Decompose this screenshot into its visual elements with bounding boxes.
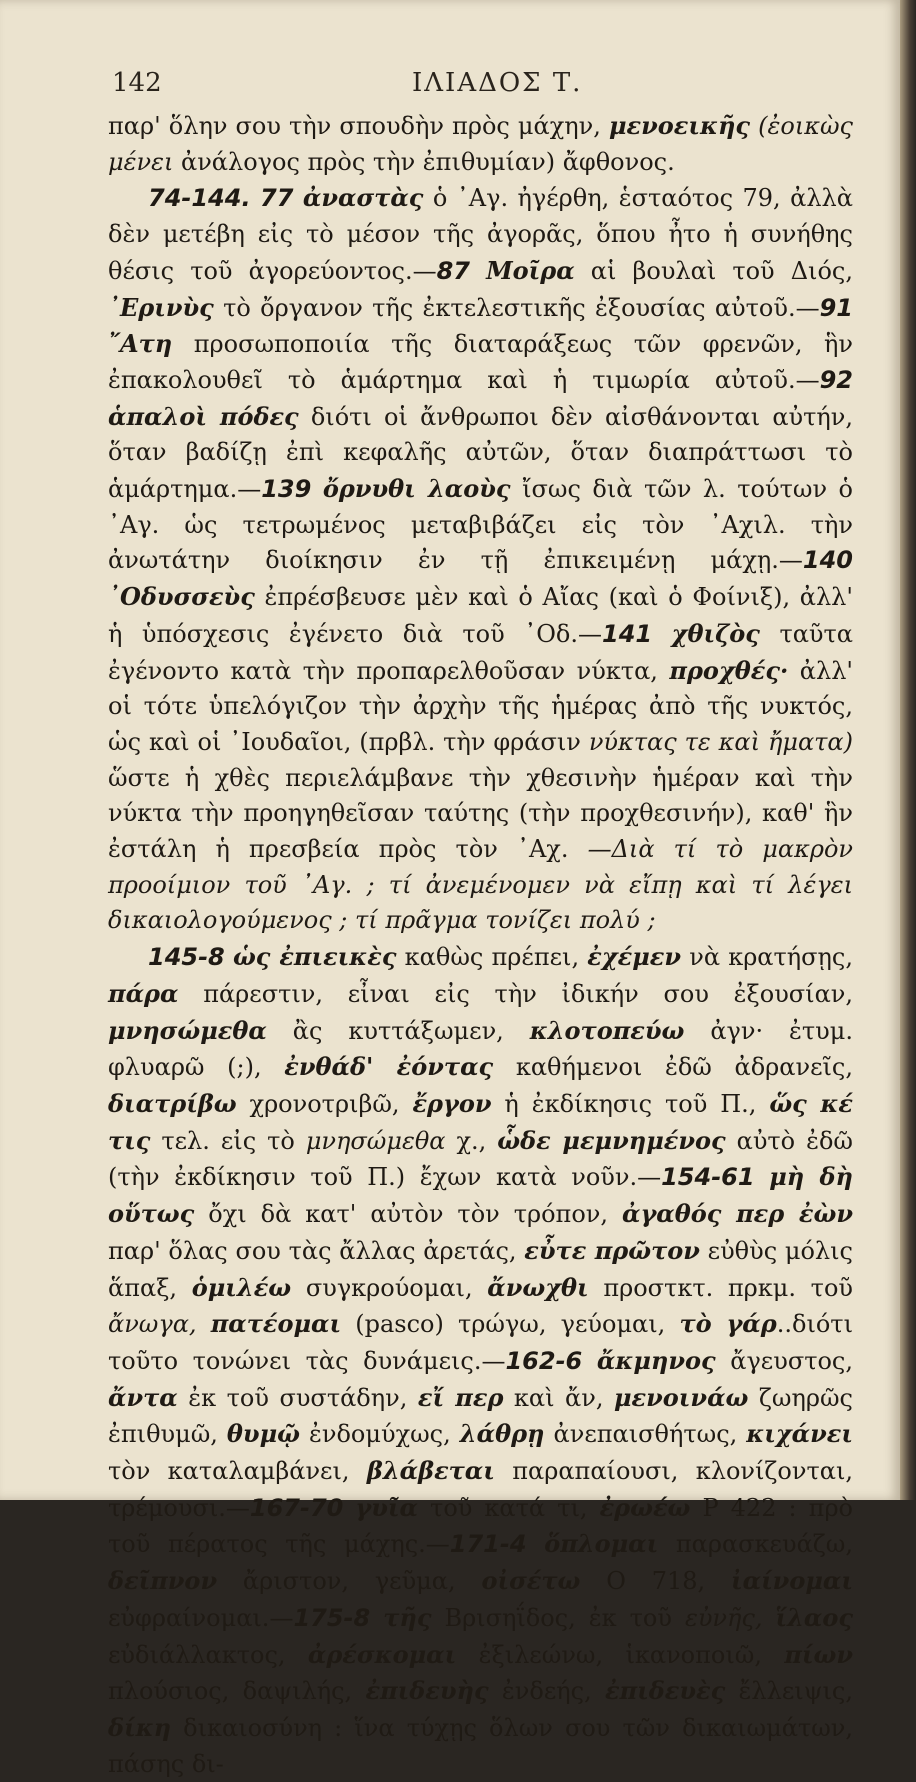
- section-number: 145-8: [148, 943, 225, 972]
- text-run: ἂς κυττάξωμεν,: [266, 1016, 530, 1045]
- text-run: Ο 718,: [580, 1567, 731, 1596]
- headword: ἐπιδευὴς: [365, 1676, 489, 1706]
- text-run: [343, 1494, 355, 1522]
- text-run: (pasco) τρώγω, γεύομαι,: [341, 1310, 680, 1339]
- paragraph-2: [108, 180, 853, 939]
- paragraph-1: [108, 108, 853, 180]
- line-number: 162-6: [505, 1346, 583, 1375]
- headword: βλάβεται: [366, 1456, 495, 1486]
- headword: λάθρῃ: [459, 1419, 545, 1449]
- text-run: προσωποποιία τῆς διαταράξεως τῶν φρενῶν, ἣν ἐπακολουθεῖ τὸ ἁμάρτημα καὶ ἡ τιμωρία αὐτοῦ.—: [108, 330, 853, 394]
- headword: ὁμιλέω: [191, 1272, 292, 1302]
- headword: τὸ γάρ: [679, 1309, 777, 1339]
- text-run: τελ. εἰς τὸ: [150, 1126, 306, 1155]
- text-run: χρονοτριβῶ,: [236, 1089, 413, 1118]
- text-run: [750, 112, 758, 140]
- italic-gloss: νύκτας τε καὶ ἤματα): [588, 727, 853, 756]
- running-title: ΙΛΙΑΔΟΣ Τ.: [412, 68, 583, 98]
- headword: διατρίβω: [108, 1088, 237, 1118]
- text-run: Ρ 422 : πρὸ τοῦ πέρατος τῆς μάχης.—: [108, 1493, 854, 1559]
- text-run: [755, 1163, 770, 1191]
- headword: ἄνωχθι: [487, 1272, 589, 1302]
- line-number: 87: [436, 256, 470, 285]
- headword: ἁπαλοὶ πόδες: [108, 401, 299, 431]
- text-run: [251, 184, 260, 212]
- running-header: [112, 68, 852, 108]
- text-run: εὐφραίνομαι.—: [108, 1603, 294, 1632]
- headword: θυμῷ: [226, 1419, 300, 1449]
- text-run: χ.,: [445, 1126, 498, 1155]
- headword: ἵλαος: [775, 1602, 853, 1632]
- headword: ἀρέσκομαι: [307, 1639, 457, 1669]
- text-run: ἐπρέσβευσε μὲν καὶ ὁ Αἴας (καὶ ὁ Φοίνιξ), ἀλλ' ἡ ὑπόσχεσις ἐγένετο διὰ τοῦ ᾽Οδ.—: [108, 583, 853, 648]
- headword: ἐνθάδ' ἐόντας: [284, 1052, 494, 1082]
- text-run: συγκρούομαι,: [291, 1273, 488, 1302]
- headword: προχθές·: [669, 655, 789, 685]
- headword: μενοεικῆς: [608, 111, 751, 140]
- line-number: 92: [819, 365, 853, 394]
- headword: ᾽Ερινὺς: [108, 292, 214, 322]
- line-number: 167-70: [249, 1493, 344, 1522]
- text-run: εὐθὺς μόλις ἅπαξ,: [108, 1236, 853, 1302]
- headword: ὥς κέ τις: [108, 1088, 853, 1155]
- text-run: ἄριστον, γεῦμα,: [217, 1567, 482, 1596]
- page-edge: [900, 0, 916, 1500]
- text-run: ἐνδομύχως,: [300, 1420, 460, 1449]
- text-run: ἀνάλογος πρὸς τὴν ἐπιθυμίαν) ἄφθονος.: [173, 147, 675, 176]
- headword: ὅπλομαι: [544, 1529, 659, 1559]
- text-run: ἴσως διὰ τῶν λ. τούτων ὁ ᾽Αγ. ὡς τετρωμένος μεταβιβάζει εἰς τὸν ᾽Αχιλ. τὴν ἀνωτάτην διοίκησιν ἐν τῇ ἐπικειμένῃ μάχῃ.—: [108, 475, 853, 575]
- text-run: προστκτ. πρκμ. τοῦ: [588, 1273, 853, 1302]
- text-run: ἄγευστος,: [715, 1346, 853, 1375]
- headword: τῆς: [383, 1602, 432, 1632]
- headword: πάρα: [108, 978, 179, 1008]
- line-number: 77: [260, 184, 294, 213]
- text-run: ..διότι τοῦτο τονώνει τὰς δυνάμεις.—: [108, 1310, 853, 1375]
- text-run: [762, 1604, 775, 1632]
- line-number: 175-8: [293, 1603, 371, 1632]
- text-run: τὸ ὄργανον τῆς ἐκτελεστικῆς ἐξουσίας αὐτοῦ.—: [213, 293, 820, 322]
- italic-gloss: μνησώμεθα: [305, 1126, 446, 1155]
- line-number: 91: [819, 293, 853, 322]
- text-run: πάρεστιν, εἶναι εἰς τὴν ἰδικήν σου ἐξουσίαν,: [178, 979, 853, 1008]
- headword: ὡς ἐπιεικὲς: [232, 942, 397, 972]
- text-run: [370, 1604, 383, 1632]
- line-number: 141: [602, 619, 653, 648]
- text-run: εὐδιάλλακτος,: [108, 1640, 308, 1669]
- text-run: δικαιοσύνη : ἵνα τύχῃς ὅλων σου τῶν δικαιωμάτων, πάσης δι-: [108, 1713, 853, 1778]
- text-run: καὶ ἄν,: [503, 1383, 614, 1412]
- headword: κιχάνει: [746, 1419, 854, 1449]
- text-run: [470, 257, 486, 285]
- headword: μὴ δὴ οὕτως: [108, 1162, 853, 1229]
- paragraph-3: [108, 939, 853, 1782]
- text-run: ἐξιλεώνω, ἱκανοποιῶ,: [456, 1640, 785, 1669]
- text-run: καθὼς πρέπει,: [396, 943, 588, 972]
- line-number: 140: [802, 546, 853, 575]
- headword: μενοινάω: [613, 1382, 749, 1412]
- headword: ἄκμηνος: [596, 1345, 716, 1375]
- text-run: ὥστε ἡ χθὲς περιελάμβανε τὴν χθεσινὴν ἡμέραν καὶ τὴν νύκτα τὴν προηγηθεῖσαν ταύτης (τὴν προχθεσινήν), καθ' ἣν ἐστάλη ἡ πρεσβεία πρὸς τὸν ᾽Αχ.: [108, 763, 853, 864]
- italic-gloss: (ἐοικὼς μένει: [108, 112, 853, 176]
- text-run: πλούσιος, δαψιλής,: [108, 1677, 366, 1706]
- headword: ἀναστὰς: [302, 183, 424, 213]
- commentary-text: [108, 108, 853, 1782]
- headword: ῎Ατη: [108, 329, 173, 359]
- text-run: ἀγν· ἐτυμ. φλυαρῶ (;),: [108, 1016, 853, 1082]
- text-run: παρ' ὅλας σου τὰς ἄλλας ἀρετάς,: [108, 1236, 525, 1265]
- text-run: ἐκ τοῦ συστάδην,: [177, 1383, 418, 1412]
- headword: ἄντα: [108, 1382, 178, 1412]
- text-run: Βρισηΐδος, ἐκ τοῦ: [431, 1603, 685, 1632]
- page-number: 142: [112, 68, 162, 98]
- headword: εὖτε πρῶτον: [524, 1235, 700, 1265]
- text-run: νὰ κρατήσῃς,: [681, 943, 854, 972]
- text-run: ἀλλ' οἱ τότε ὑπελόγιζον τὴν ἀρχὴν τῆς ἡμέρας ἀπὸ τῆς νυκτός, ὡς καὶ οἱ ᾽Ιουδαῖοι, (πρβλ. τὴν φράσιν: [108, 656, 854, 756]
- italic-gloss: εὐνῆς,: [684, 1603, 763, 1632]
- line-number: 171-4: [449, 1530, 527, 1559]
- text-run: παρ' ὅλην σου τὴν σπουδὴν πρὸς μάχην,: [108, 112, 609, 140]
- text-run: καθήμενοι ἐδῶ ἀδρανεῖς,: [493, 1053, 853, 1082]
- headword: δίκη: [108, 1712, 172, 1742]
- headword: ὄρνυθι λαοὺς: [322, 474, 511, 504]
- headword: εἴ περ: [417, 1382, 504, 1412]
- line-number: 139: [261, 475, 312, 504]
- headword: ᾽Οδυσσεὺς: [108, 582, 255, 612]
- headword: πατέομαι: [210, 1309, 342, 1339]
- text-run: ζωηρῶς ἐπιθυμῶ,: [108, 1383, 853, 1449]
- headword: πίων: [784, 1639, 853, 1669]
- headword: ἐπιδευὲς: [605, 1676, 726, 1706]
- text-run: αἱ βουλαὶ τοῦ Διός,: [574, 256, 853, 285]
- headword: ἐχέμεν: [587, 942, 682, 972]
- text-run: ἀνεπαισθήτως,: [544, 1420, 747, 1449]
- text-run: ὄχι δὰ κατ' αὐτὸν τὸν τρόπον,: [194, 1200, 622, 1229]
- text-run: [293, 184, 302, 212]
- headword: οἰσέτω: [481, 1566, 581, 1596]
- text-run: ὁ ᾽Αγ. ἠγέρθη, ἑσταότος 79, ἀλλὰ δὲν μετέβη εἰς τὸ μέσον τῆς ἀγορᾶς, ὅπου ἦτο ἡ συνήθης θέσις τοῦ ἀγορεύοντος.—: [108, 184, 853, 285]
- text-run: παρασκευάζω,: [658, 1530, 853, 1559]
- text-run: διότι οἱ ἄνθρωποι δὲν αἰσθάνονται αὐτήν, ὅταν βαδίζῃ ἐπὶ κεφαλῆς αὐτῶν, ὅταν διαπράττωσι τὸ ἁμάρτημα.—: [108, 402, 853, 504]
- text-run: [197, 1310, 211, 1338]
- text-run: ἔλλειψις,: [725, 1677, 854, 1706]
- headword: ἔργον: [412, 1088, 492, 1118]
- text-run: τοῦ κατά τι,: [418, 1493, 600, 1522]
- text-run: [311, 475, 323, 503]
- headword: Μοῖρα: [486, 255, 575, 285]
- headword: ὧδε μεμνημένος: [497, 1125, 726, 1155]
- headword: ἰαίνομαι: [730, 1566, 853, 1596]
- text-run: [652, 620, 672, 648]
- headword: γυῖα: [355, 1492, 418, 1522]
- text-run: ἐνδεής,: [488, 1677, 606, 1706]
- text-run: τὸν καταλαμβάνει,: [108, 1457, 367, 1486]
- text-run: ταῦτα ἐγένοντο κατὰ τὴν προπαρελθοῦσαν νύκτα,: [108, 619, 853, 685]
- section-number: 74-144.: [148, 184, 251, 213]
- question-prompt: —Διὰ τί τὸ μακρὸν προοίμιον τοῦ ᾽Αγ. ; τί ἀνεμένομεν νὰ εἴπῃ καὶ τί λέγει δικαιολογούμενος ; τί πρᾶγμα τονίζει πολύ ;: [108, 835, 853, 935]
- text-run: ἡ ἐκδίκησις τοῦ Π.,: [491, 1089, 770, 1118]
- headword: κλοτοπεύω: [529, 1015, 685, 1045]
- headword: χθιζὸς: [671, 618, 760, 648]
- headword: ἀγαθός περ ἐὼν: [621, 1199, 853, 1229]
- text-run: παραπαίουσι, κλονίζονται, τρέμουσι.—: [108, 1457, 853, 1522]
- line-number: 154-61: [661, 1163, 755, 1192]
- headword: δεῖπνον: [108, 1566, 218, 1596]
- text-run: αὐτὸ ἐδῶ (τὴν ἐκδίκησιν τοῦ Π.) ἔχων κατὰ νοῦν.—: [108, 1126, 854, 1192]
- text-run: [225, 943, 233, 971]
- headword: ἐρωέω: [599, 1492, 691, 1522]
- text-run: [582, 1347, 597, 1375]
- headword: μνησώμεθα: [108, 1015, 267, 1045]
- text-run: [527, 1530, 545, 1558]
- italic-gloss: ἄνωγα,: [108, 1310, 197, 1339]
